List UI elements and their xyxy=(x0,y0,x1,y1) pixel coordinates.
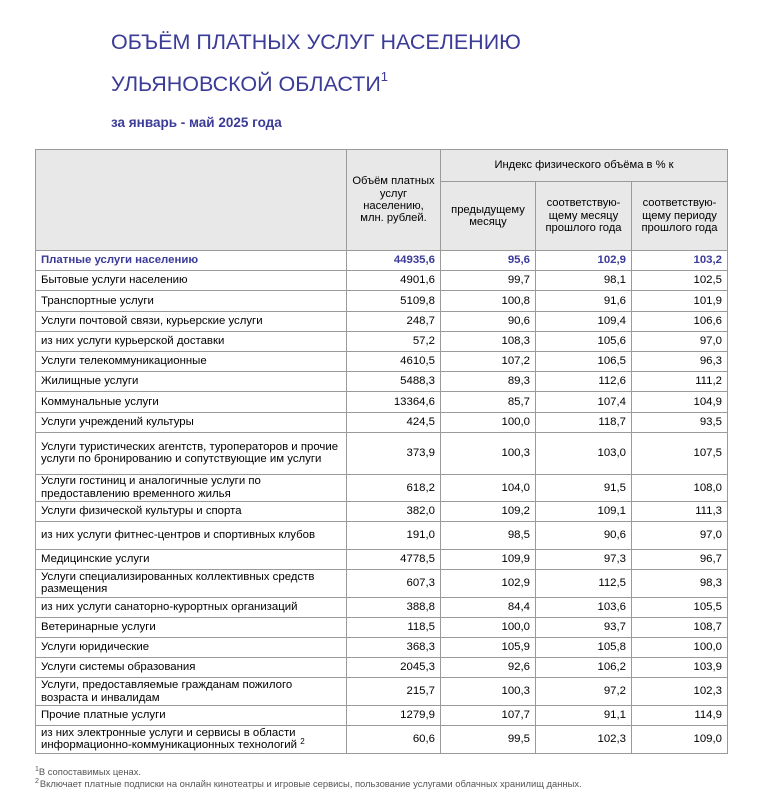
cell-volume: 5109,8 xyxy=(347,291,441,311)
cell-prev-month: 99,5 xyxy=(441,726,536,754)
service-name xyxy=(36,502,347,522)
footnote-2-text: Включает платные подписки на онлайн кинотеатры и игровые сервисы, пользование услугами облачных хранилищ данных. xyxy=(39,778,582,789)
title-line-2-text: УЛЬЯНОВСКОЙ ОБЛАСТИ xyxy=(111,72,381,96)
cell-prev-month: 100,8 xyxy=(441,291,536,311)
service-name-text: Услуги гостиниц и аналогичные услуги по предоставлению временного жилья xyxy=(41,475,261,500)
cell-volume: 2045,3 xyxy=(347,658,441,678)
table-row xyxy=(36,597,728,617)
cell-prev-month: 109,2 xyxy=(441,502,536,522)
table-row xyxy=(36,412,728,432)
service-name xyxy=(36,549,347,569)
cell-same-period: 111,3 xyxy=(632,502,728,522)
cell-prev-month: 90,6 xyxy=(441,311,536,331)
cell-same-month: 106,2 xyxy=(536,658,632,678)
title-line-2 xyxy=(111,69,389,97)
cell-prev-month: 109,9 xyxy=(441,549,536,569)
cell-volume: 373,9 xyxy=(347,432,441,474)
footnotes xyxy=(35,766,582,790)
cell-same-period: 96,3 xyxy=(632,351,728,371)
header-volume: Объём платных услуг населению, млн. рублей. xyxy=(347,150,441,251)
cell-same-month: 109,4 xyxy=(536,311,632,331)
table-row xyxy=(36,705,728,725)
cell-volume: 4901,6 xyxy=(347,271,441,291)
cell-same-month: 91,6 xyxy=(536,291,632,311)
cell-same-month: 97,3 xyxy=(536,549,632,569)
cell-same-period: 103,9 xyxy=(632,658,728,678)
table-row xyxy=(36,311,728,331)
cell-volume: 60,6 xyxy=(347,726,441,754)
cell-volume: 618,2 xyxy=(347,474,441,502)
cell-same-period: 96,7 xyxy=(632,549,728,569)
service-name-text: Медицинские услуги xyxy=(41,553,150,566)
footnote-2 xyxy=(35,778,582,790)
cell-same-period: 100,0 xyxy=(632,637,728,657)
title-footnote-mark: 1 xyxy=(380,69,389,84)
service-name xyxy=(36,412,347,432)
service-name xyxy=(36,726,347,754)
table-row xyxy=(36,502,728,522)
cell-same-month: 102,9 xyxy=(536,251,632,271)
cell-prev-month: 100,0 xyxy=(441,412,536,432)
service-name-text: Прочие платные услуги xyxy=(41,709,166,722)
cell-prev-month: 92,6 xyxy=(441,658,536,678)
cell-volume: 4610,5 xyxy=(347,351,441,371)
table-row xyxy=(36,637,728,657)
cell-volume: 388,8 xyxy=(347,597,441,617)
table-total-row xyxy=(36,251,728,271)
cell-prev-month: 102,9 xyxy=(441,570,536,598)
service-name-text: из них услуги санаторно-курортных организаций xyxy=(41,600,298,613)
table-row xyxy=(36,726,728,754)
cell-same-period: 97,0 xyxy=(632,522,728,550)
cell-prev-month: 85,7 xyxy=(441,392,536,412)
cell-prev-month: 100,3 xyxy=(441,432,536,474)
cell-volume: 191,0 xyxy=(347,522,441,550)
service-name-text: Услуги почтовой связи, курьерские услуги xyxy=(41,314,263,327)
cell-volume: 424,5 xyxy=(347,412,441,432)
header-same-month: соответствую-щему месяцу прошлого года xyxy=(536,182,632,251)
table-row xyxy=(36,678,728,706)
header-prev-month: предыдущему месяцу xyxy=(441,182,536,251)
cell-same-month: 98,1 xyxy=(536,271,632,291)
cell-volume: 44935,6 xyxy=(347,251,441,271)
service-name-text: Услуги юридические xyxy=(41,641,150,654)
table-row xyxy=(36,522,728,550)
table-row xyxy=(36,549,728,569)
cell-same-month: 91,1 xyxy=(536,705,632,725)
cell-volume: 1279,9 xyxy=(347,705,441,725)
service-name xyxy=(36,271,347,291)
cell-same-period: 108,7 xyxy=(632,617,728,637)
cell-volume: 4778,5 xyxy=(347,549,441,569)
cell-same-month: 90,6 xyxy=(536,522,632,550)
cell-volume: 57,2 xyxy=(347,331,441,351)
service-name-text: из них электронные услуги и сервисы в области информационно-коммуникационных технологий xyxy=(41,726,298,752)
cell-prev-month: 98,5 xyxy=(441,522,536,550)
service-name-text: Транспортные услуги xyxy=(41,294,154,307)
service-name-text: Услуги физической культуры и спорта xyxy=(41,505,242,518)
header-index-group: Индекс физического объёма в % к xyxy=(441,150,728,182)
cell-prev-month: 100,0 xyxy=(441,617,536,637)
cell-volume: 215,7 xyxy=(347,678,441,706)
service-name xyxy=(36,522,347,550)
service-name xyxy=(36,392,347,412)
cell-volume: 607,3 xyxy=(347,570,441,598)
cell-prev-month: 107,7 xyxy=(441,705,536,725)
footnote-1 xyxy=(35,766,582,778)
cell-same-month: 112,6 xyxy=(536,372,632,392)
table-row xyxy=(36,432,728,474)
table-row xyxy=(36,351,728,371)
cell-volume: 13364,6 xyxy=(347,392,441,412)
cell-prev-month: 95,6 xyxy=(441,251,536,271)
table-row xyxy=(36,617,728,637)
service-name xyxy=(36,617,347,637)
cell-same-period: 98,3 xyxy=(632,570,728,598)
cell-same-period: 103,2 xyxy=(632,251,728,271)
service-name-text: Коммунальные услуги xyxy=(41,395,159,408)
cell-prev-month: 100,3 xyxy=(441,678,536,706)
header-blank-cell xyxy=(36,150,347,251)
cell-same-month: 112,5 xyxy=(536,570,632,598)
cell-same-period: 109,0 xyxy=(632,726,728,754)
table-row xyxy=(36,331,728,351)
service-name xyxy=(36,658,347,678)
cell-same-month: 106,5 xyxy=(536,351,632,371)
service-name xyxy=(36,331,347,351)
cell-volume: 248,7 xyxy=(347,311,441,331)
cell-same-month: 103,6 xyxy=(536,597,632,617)
service-name-text: Ветеринарные услуги xyxy=(41,621,156,634)
row-footnote-mark: 2 xyxy=(300,737,305,747)
cell-same-month: 93,7 xyxy=(536,617,632,637)
service-name xyxy=(36,637,347,657)
table-row xyxy=(36,291,728,311)
cell-prev-month: 99,7 xyxy=(441,271,536,291)
cell-same-period: 97,0 xyxy=(632,331,728,351)
report-period: за январь - май 2025 года xyxy=(111,115,282,130)
header-same-period: соответствую-щему периоду прошлого года xyxy=(632,182,728,251)
cell-prev-month: 108,3 xyxy=(441,331,536,351)
cell-same-period: 105,5 xyxy=(632,597,728,617)
service-name xyxy=(36,597,347,617)
cell-volume: 382,0 xyxy=(347,502,441,522)
service-name xyxy=(36,351,347,371)
service-name-text: Услуги специализированных коллективных средств размещения xyxy=(41,570,315,596)
footnote-1-text: В сопоставимых ценах. xyxy=(38,766,142,777)
service-name xyxy=(36,311,347,331)
cell-same-period: 108,0 xyxy=(632,474,728,502)
cell-same-month: 118,7 xyxy=(536,412,632,432)
cell-same-period: 107,5 xyxy=(632,432,728,474)
service-name xyxy=(36,372,347,392)
cell-prev-month: 105,9 xyxy=(441,637,536,657)
table-row xyxy=(36,372,728,392)
cell-prev-month: 104,0 xyxy=(441,474,536,502)
table-row xyxy=(36,658,728,678)
cell-same-month: 103,0 xyxy=(536,432,632,474)
cell-same-period: 102,5 xyxy=(632,271,728,291)
cell-same-period: 114,9 xyxy=(632,705,728,725)
cell-same-month: 102,3 xyxy=(536,726,632,754)
table-row xyxy=(36,474,728,502)
cell-volume: 118,5 xyxy=(347,617,441,637)
service-name-text: Услуги туристических агентств, туроператоров и прочие услуги по бронированию и сопутствующие им услуги xyxy=(41,440,339,466)
service-name-text: Платные услуги населению xyxy=(41,254,199,267)
footnote-1-mark: 1 xyxy=(35,766,39,773)
cell-same-period: 104,9 xyxy=(632,392,728,412)
cell-volume: 368,3 xyxy=(347,637,441,657)
cell-same-period: 101,9 xyxy=(632,291,728,311)
table-row xyxy=(36,570,728,598)
service-name xyxy=(36,705,347,725)
service-name-text: Услуги, предоставляемые гражданам пожилого возраста и инвалидам xyxy=(41,678,293,704)
cell-same-month: 97,2 xyxy=(536,678,632,706)
table-row xyxy=(36,392,728,412)
service-name xyxy=(36,251,347,271)
service-name xyxy=(36,678,347,706)
cell-prev-month: 107,2 xyxy=(441,351,536,371)
title-line-1: ОБЪЁМ ПЛАТНЫХ УСЛУГ НАСЕЛЕНИЮ xyxy=(111,30,521,54)
service-name xyxy=(36,570,347,598)
service-name-text: Услуги системы образования xyxy=(41,661,196,674)
service-name xyxy=(36,432,347,474)
cell-same-month: 107,4 xyxy=(536,392,632,412)
service-name-text: из них услуги курьерской доставки xyxy=(41,335,225,348)
cell-same-period: 93,5 xyxy=(632,412,728,432)
service-name xyxy=(36,474,347,502)
service-name-text: Жилищные услуги xyxy=(41,375,139,388)
cell-prev-month: 84,4 xyxy=(441,597,536,617)
service-name-text: Услуги телекоммуникационные xyxy=(41,355,207,368)
cell-same-month: 105,6 xyxy=(536,331,632,351)
table-row xyxy=(36,271,728,291)
services-table xyxy=(35,149,728,754)
service-name-text: Бытовые услуги населению xyxy=(41,274,188,287)
cell-prev-month: 89,3 xyxy=(441,372,536,392)
cell-same-month: 105,8 xyxy=(536,637,632,657)
cell-same-period: 106,6 xyxy=(632,311,728,331)
cell-same-period: 102,3 xyxy=(632,678,728,706)
cell-same-month: 91,5 xyxy=(536,474,632,502)
cell-same-month: 109,1 xyxy=(536,502,632,522)
footnote-2-mark: 2 xyxy=(35,778,39,785)
service-name-text: из них услуги фитнес-центров и спортивных клубов xyxy=(41,529,316,542)
cell-same-period: 111,2 xyxy=(632,372,728,392)
service-name-text: Услуги учреждений культуры xyxy=(41,415,194,428)
cell-volume: 5488,3 xyxy=(347,372,441,392)
service-name xyxy=(36,291,347,311)
